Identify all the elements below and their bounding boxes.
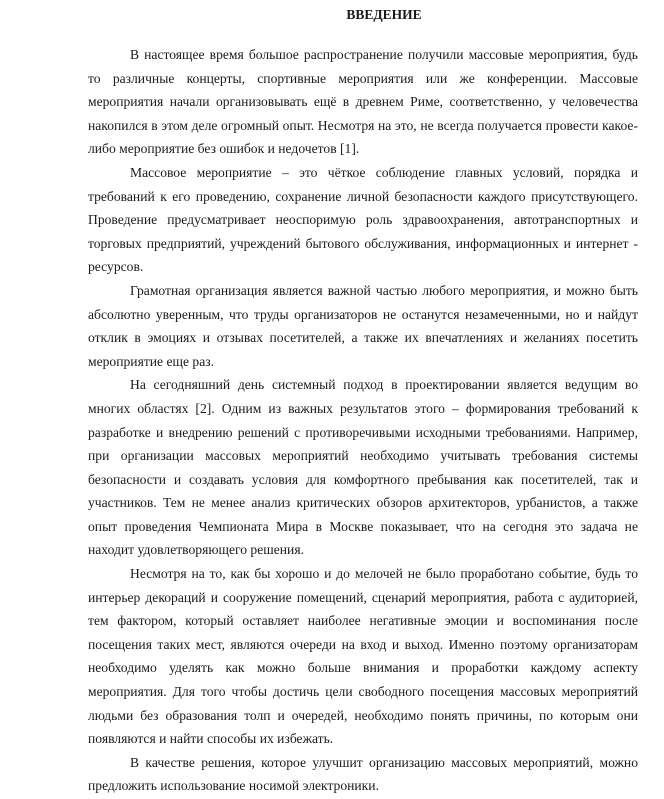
paragraph-6: В качестве решения, которое улучшит организацию массовых мероприятий, можно предложить использование носимой электроники. xyxy=(88,754,638,794)
paragraph-5: Несмотря на то, как бы хорошо и до мелочей не было проработано событие, будь то интерьер декораций и сооружение помещений, сценарий мероприятия, работа с аудиторией, тем фактором, который оставляет наиболее негативные эмоции и воспоминания после посещения таких мест, являются очереди на вход и выход. Именно поэтому организаторам необходимо уделять как можно больше внимания и проработки каждому аспекту мероприятия. Для того чтобы достичь цели свободного посещения массовых мероприятий людьми без образования толп и очередей, необходимо понять причины, по которым они появляются и найти способы их избежать. xyxy=(88,566,638,747)
paragraph-3: Грамотная организация является важной частью любого мероприятия, и можно быть абсолютно уверенным, что труды организаторов не останутся незамеченными, но и найдут отклик в эмоциях и отзывах посетителей, а также их впечатлениях и желаниях посетить мероприятие еще раз. xyxy=(88,282,638,369)
page-title: ВВЕДЕНИЕ xyxy=(346,7,422,22)
paragraph-4: На сегодняшний день системный подход в проектировании является ведущим во многих областях [2]. Одним из важных результатов этого – формирования требований к разработке и внедрению решений с противоречивыми исходными требованиями. Например, при организации массовых мероприятий необходимо учитывать требования системы безопасности и создавать условия для комфортного пребывания как посетителей, так и участников. Тем не менее анализ критических обзоров архитекторов, урбанистов, а также опыт проведения Чемпионата Мира в Москве показывает, что на сегодня это задача не находит удовлетворяющего решения. xyxy=(88,377,638,558)
paragraph-1: В настоящее время большое распространение получили массовые мероприятия, будь то различные концерты, спортивные мероприятия или же конференции. Массовые мероприятия начали организовывать ещё в древнем Риме, соответственно, у человечества накопился в этом деле огромный опыт. Несмотря на это, не всегда получается провести какое-либо мероприятие без ошибок и недочетов [1]. xyxy=(88,47,638,157)
document-body xyxy=(88,43,638,798)
paragraph-2: Массовое мероприятие – это чёткое соблюдение главных условий, порядка и требований к его проведению, сохранение личной безопасности каждого присутствующего. Проведение предусматривает неоспоримую роль здравоохранения, автотранспортных и торговых предприятий, учреждений бытового обслуживания, информационных и интернет - ресурсов. xyxy=(88,164,638,275)
